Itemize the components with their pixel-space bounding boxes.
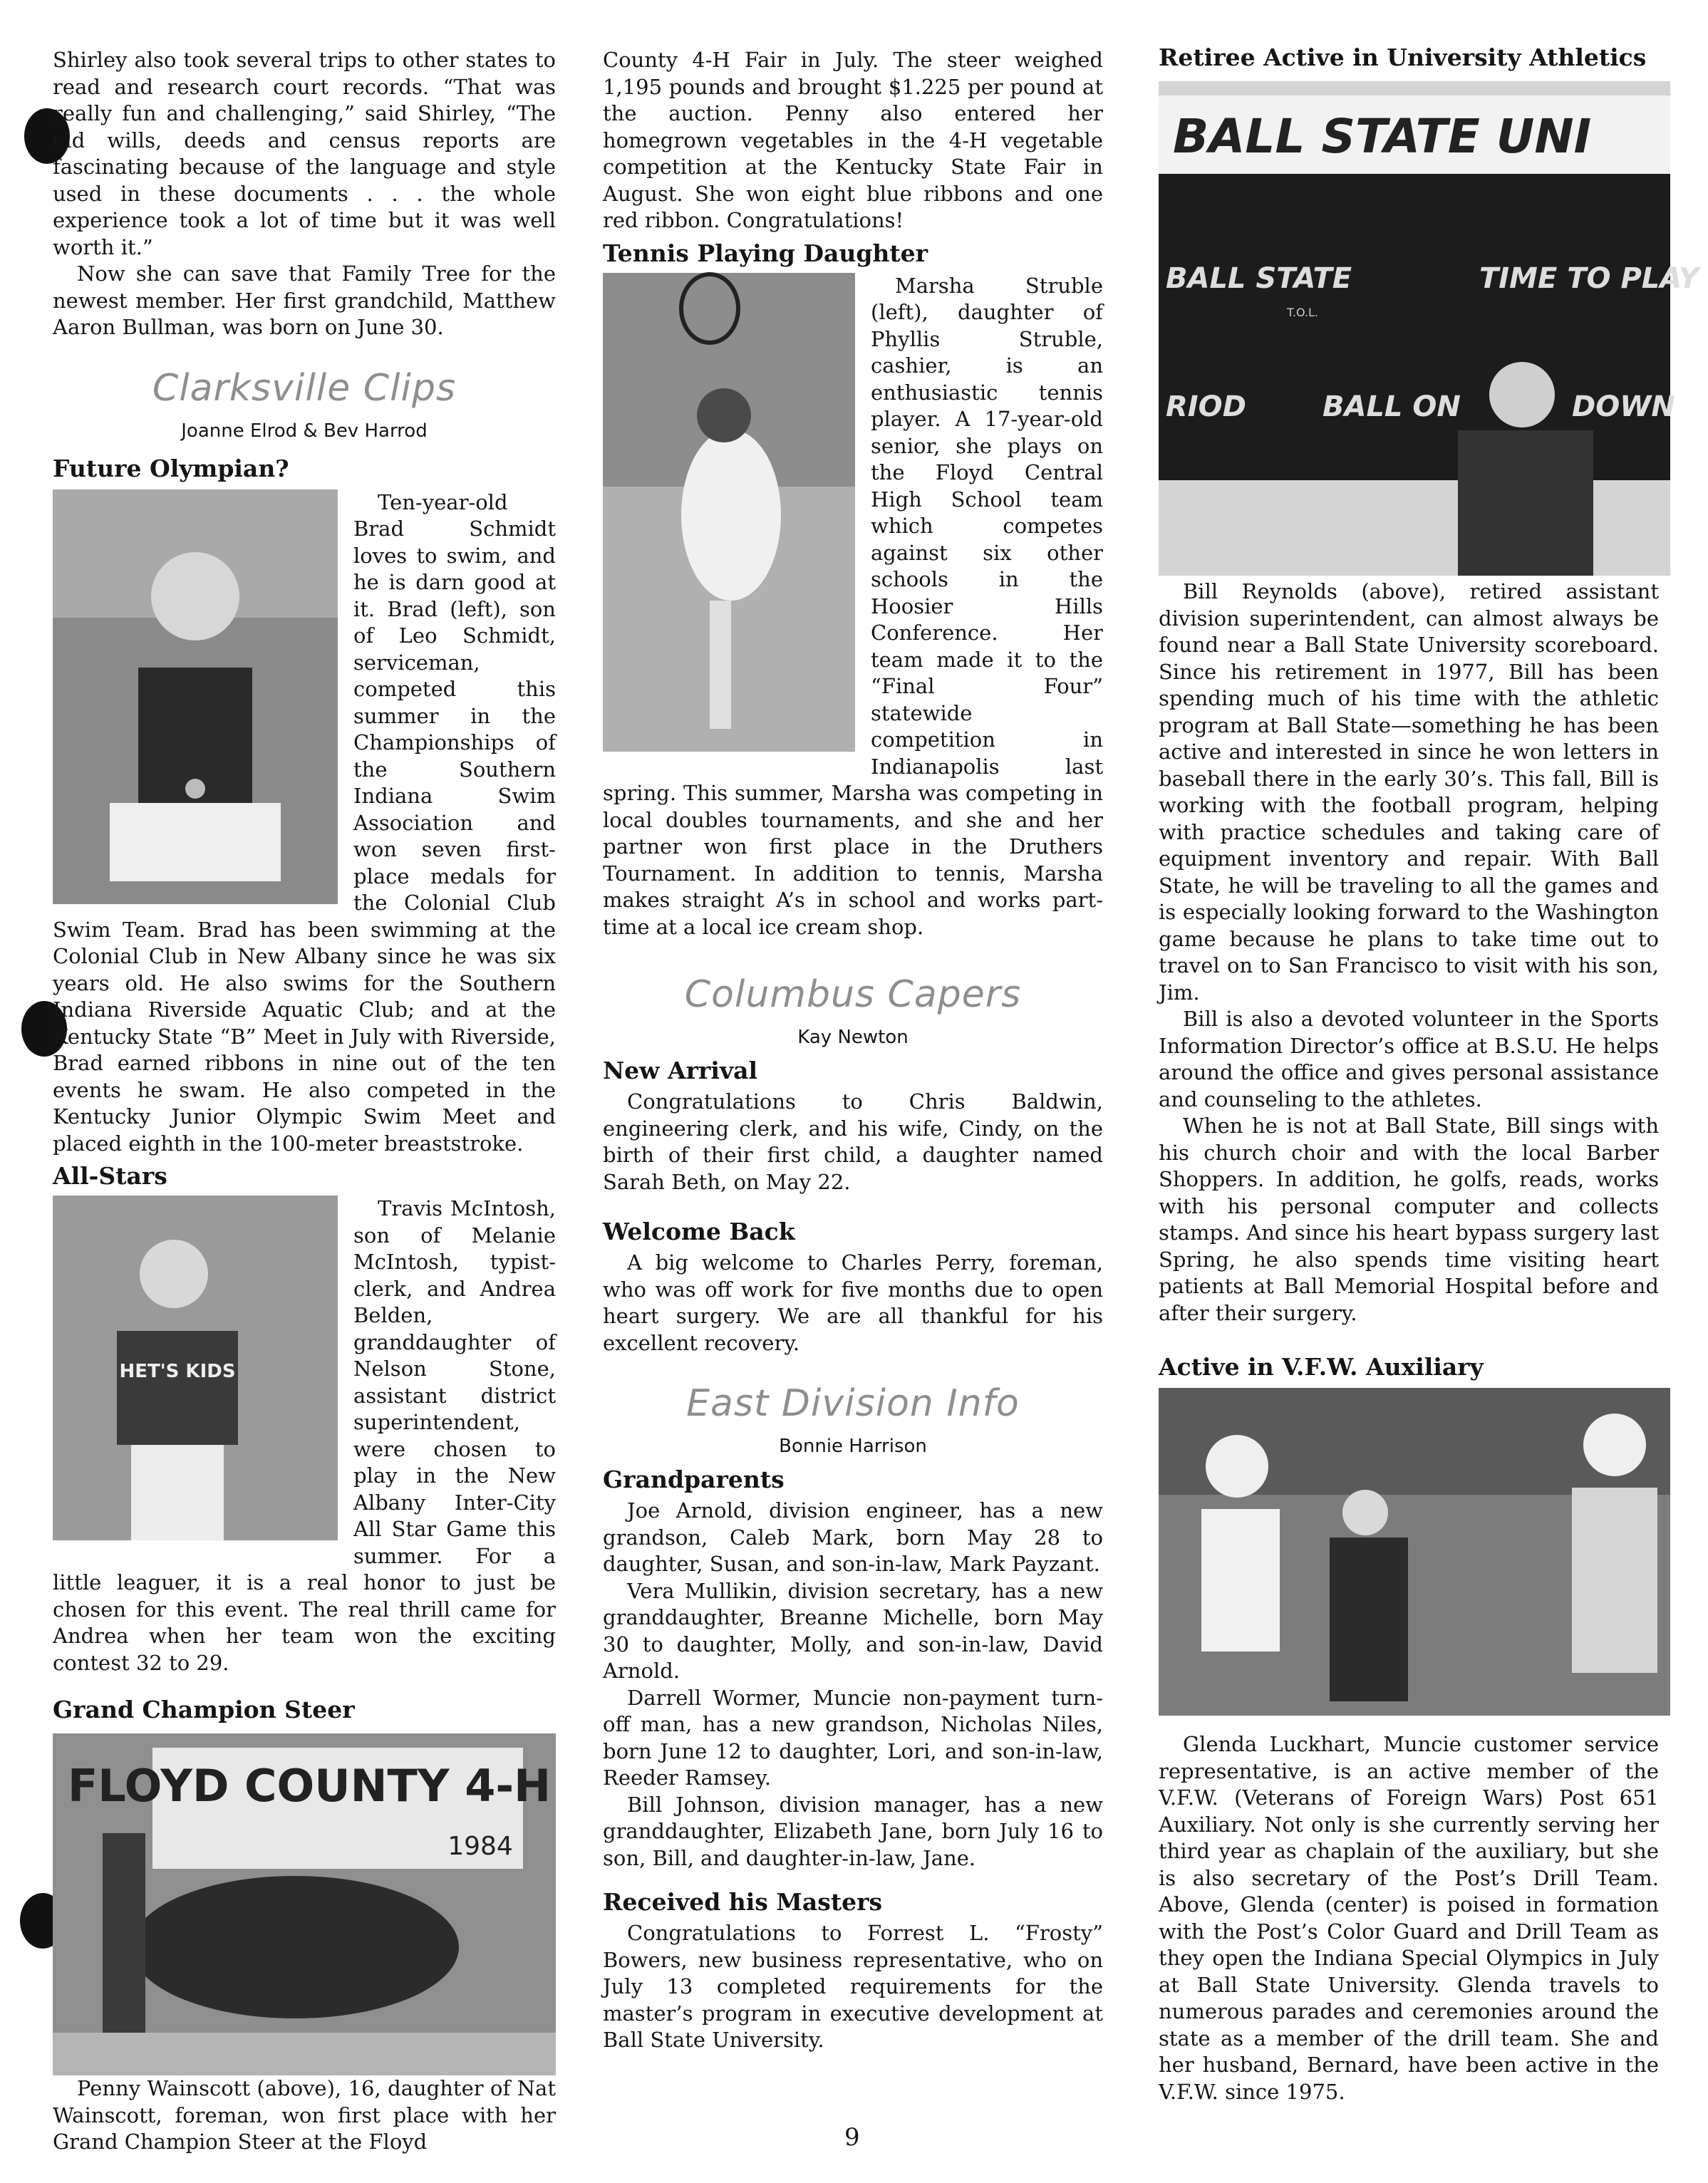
retiree-paragraph-2: Bill is also a devoted volunteer in the Sports Information Director’s office at B.S.U. He helps around the office and gives personal assistance and counseling to the athletes.	[1159, 1007, 1659, 1111]
future-olympian-headline: Future Olympian?	[53, 454, 289, 482]
retiree-headline: Retiree Active in University Athletics	[1159, 43, 1647, 71]
grandparents-paragraph-2: Vera Mullikin, division secretary, has a new granddaughter, Breanne Michelle, born May 30 to daughter, Molly, and son-in-law, David Arnold.	[603, 1578, 1103, 1683]
steer-photo	[53, 1733, 556, 2075]
new-arrival-headline: New Arrival	[603, 1057, 758, 1084]
welcome-back-headline: Welcome Back	[603, 1218, 795, 1245]
column-1	[53, 47, 556, 2156]
swimmer-photo	[53, 489, 338, 904]
section-title: Columbus Capers	[684, 973, 1022, 1016]
tennis-photo	[603, 273, 855, 752]
all-stars-paragraph: Travis McIntosh, son of Melanie McIntosh, typist-clerk, and Andrea Belden, granddaughter of Nelson Stone, assistant district superintendent, were chosen to play in the New Albany Inter-City All Star Game this summer. For a little leaguer, it is a real honor to just be chosen for this event. The real thrill came for Andrea when her team won the exciting contest 32 to 29.	[53, 1196, 556, 1675]
masters-paragraph: Congratulations to Forrest L. “Frosty” Bowers, new business representative, who on July 13 completed requirements for the master’s program in executive development at Ball State University.	[603, 1921, 1103, 2052]
masters-headline: Received his Masters	[603, 1888, 883, 1916]
shirley-paragraph: Shirley also took several trips to other states to read and research court records. “That was really fun and challenging,” said Shirley, “The old wills, deeds and census reports are fascinating because of the language and style used in these documents . . . the whole experience took a lot of time but it was well worth it.”	[53, 48, 556, 259]
east-division-heading	[603, 1381, 1103, 1459]
section-title: Clarksville Clips	[152, 366, 457, 410]
new-arrival-paragraph: Congratulations to Chris Baldwin, engineering clerk, and his wife, Cindy, on the birth of their first child, a daughter named Sarah Beth, on May 22.	[603, 1089, 1103, 1194]
retiree-paragraph-3: When he is not at Ball State, Bill sings with his church choir and with the local Barber Shoppers. In addition, he golfs, reads, works with his personal computer and collects stamps. And since his heart bypass surgery last Spring, he also spends time visiting heart patients at Ball Memorial Hospital before and after their surgery.	[1159, 1114, 1659, 1325]
steer-paragraph: Penny Wainscott (above), 16, daughter of Nat Wainscott, foreman, won first place with her Grand Champion Steer at the Floyd	[53, 2076, 556, 2154]
scoreboard-top-text: BALL STATE UNI	[1173, 109, 1592, 164]
scoreboard-time-text: TIME TO PLAY	[1479, 262, 1699, 295]
banner-year: 1984	[447, 1832, 513, 1861]
grandparents-paragraph-1: Joe Arnold, division engineer, has a new grandson, Caleb Mark, born May 28 to daughter, Susan, and son-in-law, Mark Payzant.	[603, 1498, 1103, 1576]
banner-text: FLOYD COUNTY 4-H	[67, 1760, 552, 1812]
scoreboard-tol-text: T.O.L.	[1287, 306, 1318, 319]
steer-continued-paragraph: County 4-H Fair in July. The steer weighed 1,195 pounds and brought $1.225 per pound at the auction. Penny also entered her homegrown vegetables in the 4-H vegetable competition at the Kentucky State Fair in August. She won eight blue ribbons and one red ribbon. Congratulations!	[603, 48, 1103, 232]
section-author: Kay Newton	[797, 1027, 909, 1048]
grand-champion-steer-headline: Grand Champion Steer	[53, 1696, 355, 1723]
grandparents-paragraph-4: Bill Johnson, division manager, has a new granddaughter, Elizabeth Jane, born July 16 to son, Bill, and daughter-in-law, Jane.	[603, 1792, 1103, 1870]
section-title: East Division Info	[686, 1382, 1020, 1425]
retiree-paragraph-1: Bill Reynolds (above), retired assistant division superintendent, can almost always be found near a Ball State University scoreboard. Since his retirement in 1977, Bill has been spending much of his time with the athletic program at Ball State—something he has been active and interested in since he won letters in baseball there in the early 30’s. This fall, Bill is working with the football program, helping with practice schedules and taking care of equipment inventory and repair. With Ball State, he will be traveling to all the games and is especially looking forward to the Washington game because he plans to take time out to travel on to San Francisco to visit with his son, Jim.	[1159, 579, 1659, 1005]
vfw-headline: Active in V.F.W. Auxiliary	[1159, 1353, 1484, 1381]
column-3	[1159, 43, 1699, 2105]
scoreboard-ballstate-text: BALL STATE	[1166, 262, 1352, 295]
column-2	[603, 47, 1103, 2054]
all-stars-headline: All-Stars	[53, 1162, 167, 1190]
shirt-text: HET'S KIDS	[119, 1361, 236, 1382]
scoreboard-photo	[1159, 81, 1699, 576]
section-author: Bonnie Harrison	[779, 1436, 927, 1457]
family-tree-paragraph: Now she can save that Family Tree for the newest member. Her first grandchild, Matthew Aaron Bullman, was born on June 30.	[53, 261, 556, 339]
grandparents-headline: Grandparents	[603, 1466, 785, 1493]
vfw-paragraph: Glenda Luckhart, Muncie customer service representative, is an active member of the V.F.W. (Veterans of Foreign Wars) Post 651 Auxiliary. Not only is she currently serving her third year as chaplain of the auxiliary, but she is also secretary of the Post’s Drill Team. Above, Glenda (center) is poised in formation with the Post’s Color Guard and Drill Team as they open the Indiana Special Olympics in July at Ball State University. Glenda travels to numerous parades and ceremonies around the state as a member of the drill team. She and her husband, Bernard, have been active in the V.F.W. since 1975.	[1159, 1732, 1659, 2104]
section-author: Joanne Elrod & Bev Harrod	[181, 420, 428, 442]
clarksville-clips-heading	[53, 365, 556, 444]
scoreboard-period-text: RIOD	[1166, 390, 1246, 423]
grandparents-paragraph-3: Darrell Wormer, Muncie non-payment turn-off man, has a new grandson, Nicholas Niles, born June 12 to daughter, Lori, and son-in-law, Reeder Ramsey.	[603, 1685, 1103, 1790]
welcome-back-paragraph: A big welcome to Charles Perry, foreman, who was off work for five months due to open heart surgery. We are all thankful for his excellent recovery.	[603, 1250, 1103, 1355]
drill-team-photo	[1159, 1388, 1670, 1716]
olympian-paragraph: Ten-year-old Brad Schmidt loves to swim, and he is darn good at it. Brad (left), son of Leo Schmidt, serviceman, competed this summer in the Championships of the Southern Indiana Swim Association and won seven first-place medals for the Colonial Club Swim Team. Brad has been swimming at the Colonial Club in New Albany since he was six years old. He also swims for the Southern Indiana Riverside Aquatic Club; and at the Kentucky State “B” Meet in July with Riverside, Brad earned ribbons in nine out of the ten events he swam. He also competed in the Kentucky Junior Olympic Swim Meet and placed eighth in the 100-meter breaststroke.	[53, 489, 556, 1156]
scoreboard-ballon-text: BALL ON	[1323, 390, 1461, 423]
scoreboard-down-text: DOWN	[1572, 390, 1675, 423]
page-number: 9	[844, 2123, 860, 2152]
columbus-capers-heading	[603, 972, 1103, 1050]
tennis-paragraph: Marsha Struble (left), daughter of Phyllis Struble, cashier, is an enthusiastic tennis player. A 17-year-old senior, she plays on the Floyd Central High School team which competes against six other schools in the Hoosier Hills Conference. Her team made it to the “Final Four” statewide competition in Indianapolis last spring. This summer, Marsha was competing in local doubles tournaments, and she and her partner won first place in the Druthers Tournament. In addition to tennis, Marsha makes straight A’s in school and works part-time at a local ice cream shop.	[603, 273, 1103, 939]
tennis-headline: Tennis Playing Daughter	[603, 239, 928, 267]
little-leaguer-photo	[53, 1196, 338, 1540]
